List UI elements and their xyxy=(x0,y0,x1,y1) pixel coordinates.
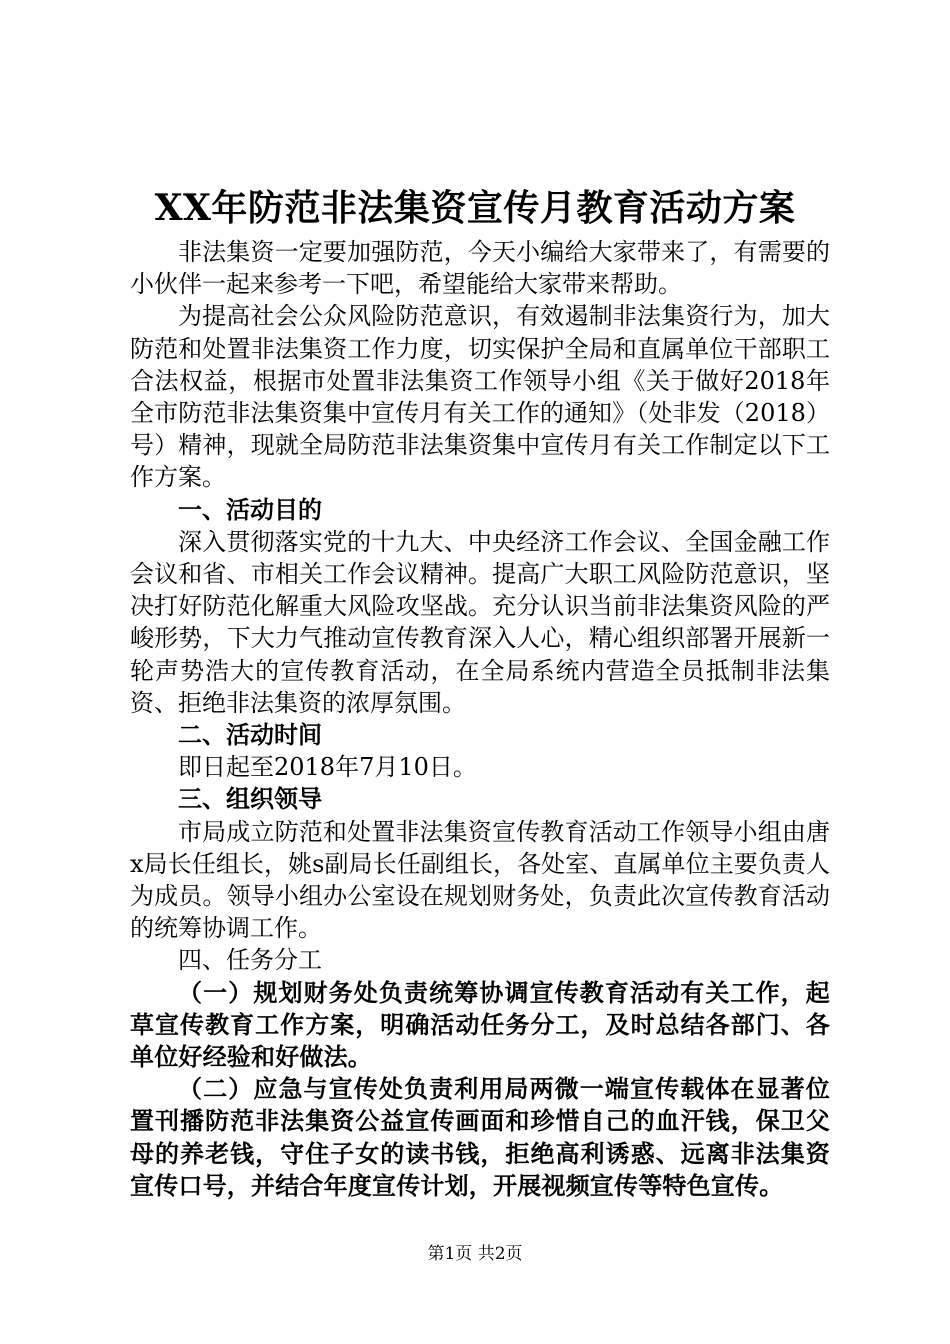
purpose-paragraph: 为提高社会公众风险防范意识，有效遏制非法集资行为，加大防范和处置非法集资工作力度，切实保护全局和直属单位干部职工合法权益，根据市处置非法集资工作领导小组《关于做好2018年全市防范非法集资集中宣传月有关工作的通知》（处非发（2018）号）精神，现就全局防范非法集资集中宣传月有关工作制定以下工作方案。 xyxy=(130,302,830,492)
task-item-1: （一）规划财务处负责统筹协调宣传教育活动有关工作，起草宣传教育工作方案，明确活动任务分工，及时总结各部门、各单位好经验和好做法。 xyxy=(130,978,830,1072)
section-heading-time: 二、活动时间 xyxy=(178,721,322,750)
section-text-time: 即日起至2018年7月10日。 xyxy=(178,753,477,782)
document-title: XX年防范非法集资宣传月教育活动方案 xyxy=(154,187,796,229)
section-text-objective: 深入贯彻落实党的十九大、中央经济工作会议、全国金融工作会议和省、市相关工作会议精神。提高广大职工风险防范意识，坚决打好防范化解重大风险攻坚战。充分认识当前非法集资风险的严峻形势，下大力气推动宣传教育深入人心，精心组织部署开展新一轮声势浩大的宣传教育活动，在全局系统内营造全员抵制非法集资、拒绝非法集资的浓厚氛围。 xyxy=(130,527,830,717)
section-heading-objective: 一、活动目的 xyxy=(178,495,322,524)
section-text-leadership: 市局成立防范和处置非法集资宣传教育活动工作领导小组由唐x局长任组长，姚s副局长任副组长，各处室、直属单位主要负责人为成员。领导小组办公室设在规划财务处，负责此次宣传教育活动的统筹协调工作。 xyxy=(130,817,830,943)
intro-paragraph: 非法集资一定要加强防范，今天小编给大家带来了，有需要的小伙伴一起来参考一下吧，希望能给大家带来帮助。 xyxy=(130,238,830,299)
document-body xyxy=(130,236,830,1202)
task-item-2: （二）应急与宣传处负责利用局两微一端宣传载体在显著位置刊播防范非法集资公益宣传画面和珍惜自己的血汗钱，保卫父母的养老钱，守住子女的读书钱，拒绝高利诱惑、远离非法集资宣传口号，并结合年度宣传计划，开展视频宣传等特色宣传。 xyxy=(130,1075,830,1200)
section-heading-tasks: 四、任务分工 xyxy=(178,946,322,975)
page-footer: 第1页 共2页 xyxy=(427,1244,523,1264)
section-heading-leadership: 三、组织领导 xyxy=(178,785,322,814)
